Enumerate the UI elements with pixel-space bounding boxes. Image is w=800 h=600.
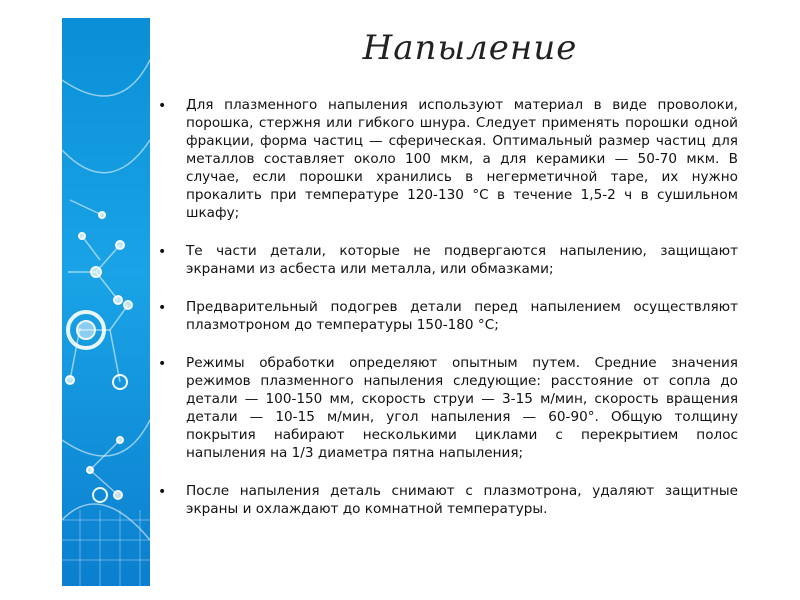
list-item-text: Для плазменного напыления используют материал в виде проволоки, порошка, стержня или гибкого шнура. Следует применять порошки одной фракции, форма частиц — сферическая. Оптимальный размер частиц для металлов составляет около 100 мкм, а для керамики — 50-70 мкм. В случае, если порошки хранились в негерметичной таре, их нужно прокалить при температуре 120-130 °С в течение 1,5-2 ч в сушильном шкафу;: [186, 97, 738, 221]
list-item: [158, 298, 738, 334]
bullet-list: [158, 96, 738, 538]
list-item: [158, 482, 738, 518]
bullet-icon: •: [158, 98, 167, 114]
list-item-text: После напыления деталь снимают с плазмотрона, удаляют защитные экраны и охлаждают до комнатной температуры.: [186, 483, 738, 517]
decorative-side-panel: [62, 18, 150, 586]
bullet-icon: •: [158, 356, 167, 372]
list-item: [158, 96, 738, 222]
list-item: [158, 242, 738, 278]
bullet-icon: •: [158, 300, 167, 316]
molecule-network-icon: [62, 18, 150, 586]
slide-title: Напыление: [362, 28, 578, 68]
list-item-text: Предварительный подогрев детали перед напылением осуществляют плазмотроном до температуры 150-180 °С;: [186, 299, 738, 333]
bullet-icon: •: [158, 244, 167, 260]
list-item-text: Режимы обработки определяют опытным путем. Средние значения режимов плазменного напыления следующие: расстояние от сопла до детали — 100-150 мм, скорость струи — 3-15 м/мин, скорость вращения детали — 10-15 м/мин, угол напыления — 60-90°. Общую толщину покрытия набирают несколькими циклами с перекрытием полос напыления на 1/3 диаметра пятна напыления;: [186, 355, 738, 461]
bullet-icon: •: [158, 484, 167, 500]
list-item: [158, 354, 738, 462]
list-item-text: Те части детали, которые не подвергаются напылению, защищают экранами из асбеста или металла, или обмазками;: [186, 243, 738, 277]
